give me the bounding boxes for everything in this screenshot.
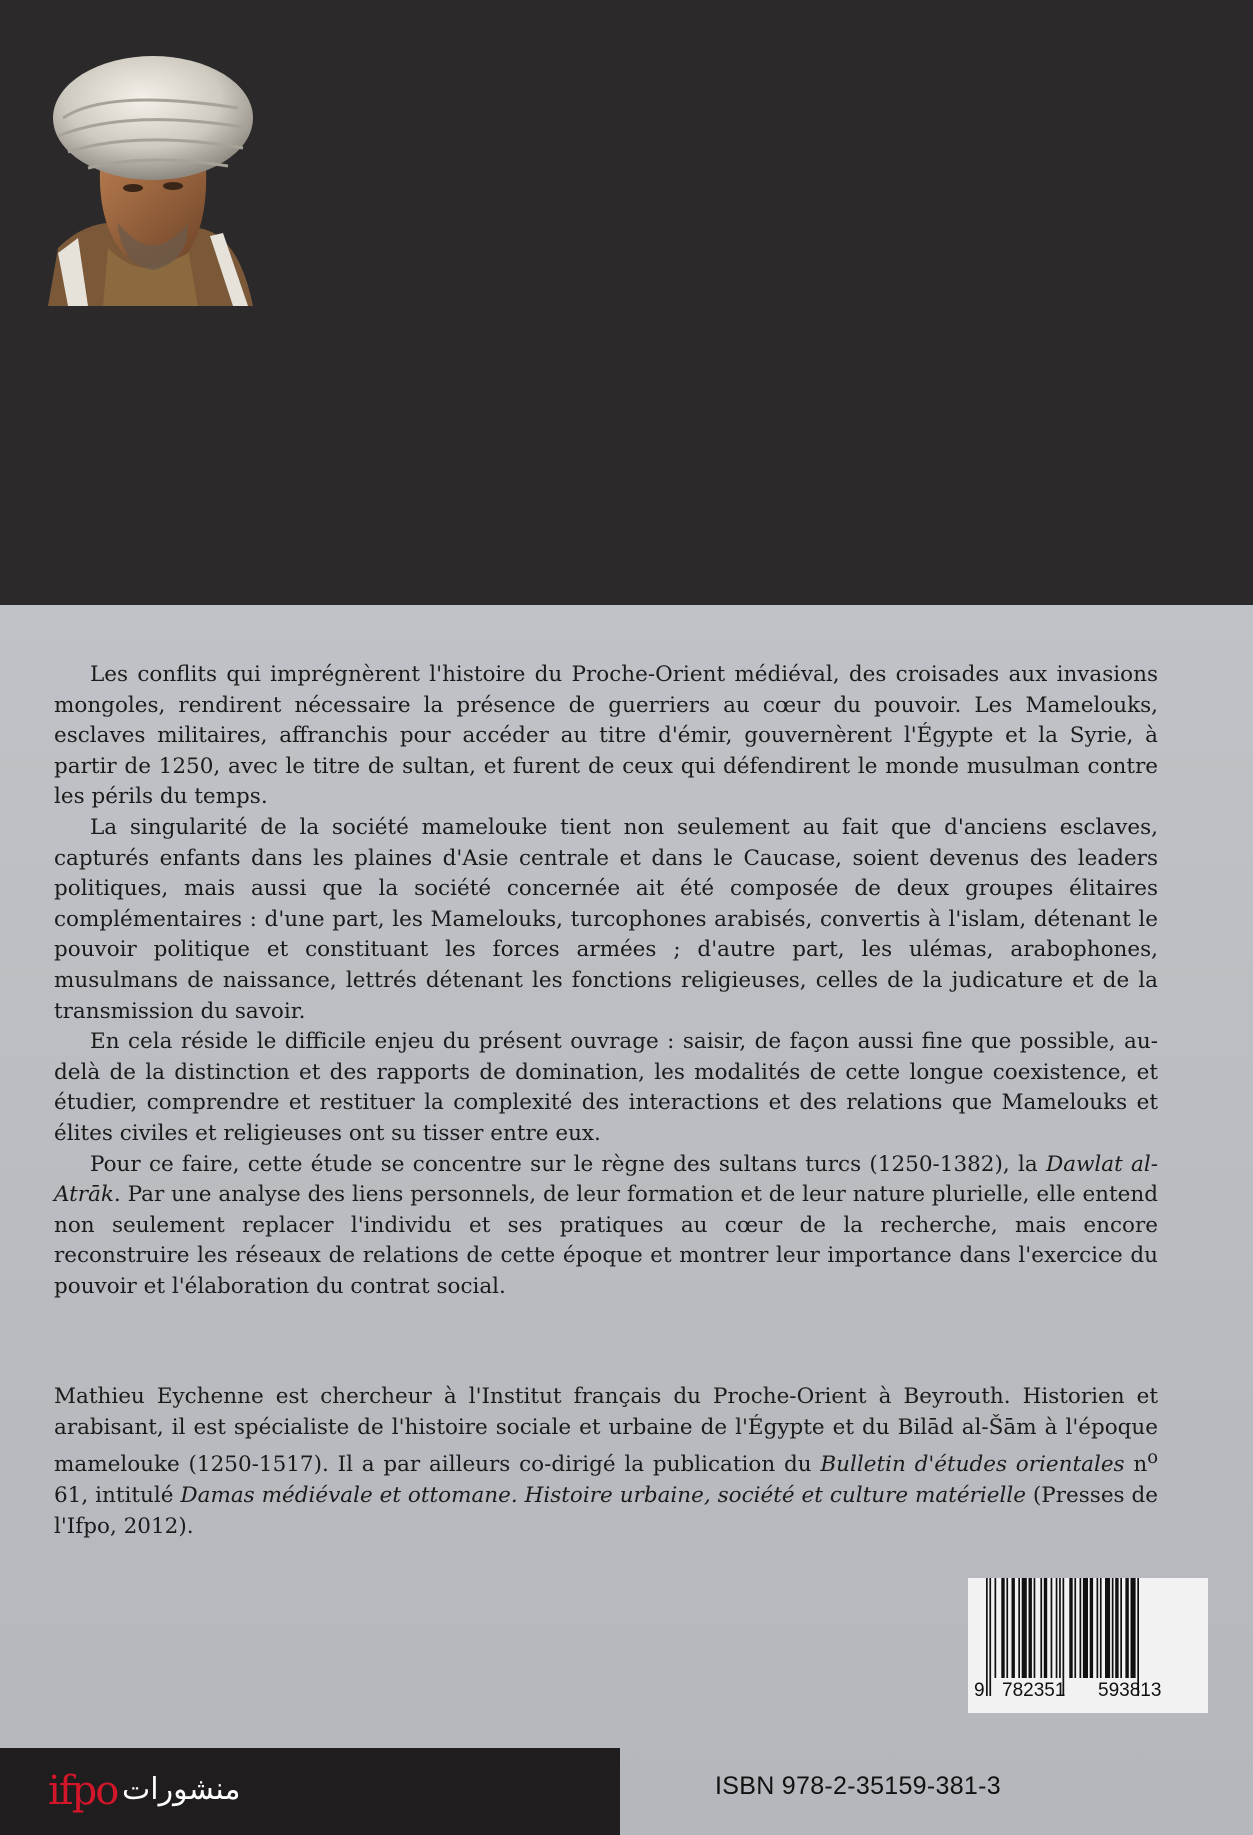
barcode-bar xyxy=(1120,1578,1122,1678)
cover-dark-panel xyxy=(0,0,1253,605)
dynasty-name: Dawlat al-Atrāk xyxy=(54,1151,1158,1208)
barcode-bar xyxy=(1105,1578,1110,1678)
barcode-bar xyxy=(1063,1578,1065,1696)
barcode-bar xyxy=(1029,1578,1032,1678)
barcode-bar xyxy=(1137,1578,1139,1696)
barcode-bar xyxy=(1074,1578,1076,1678)
barcode-first-digit: 9 xyxy=(974,1680,985,1701)
volume-title: Damas médiévale et ottomane. Histoire urbaine, société et culture matérielle xyxy=(180,1482,1026,1508)
barcode-bar xyxy=(1097,1578,1099,1678)
barcode-digits xyxy=(968,1680,1208,1708)
barcode-bar xyxy=(1018,1578,1020,1678)
barcode-bars xyxy=(986,1578,1191,1696)
barcode-bar xyxy=(1006,1578,1008,1678)
isbn-label: ISBN 978-2-35159-381-3 xyxy=(715,1772,1001,1800)
barcode-bar xyxy=(995,1578,997,1678)
issue-prefix: n xyxy=(1124,1452,1148,1478)
barcode-bar xyxy=(1115,1578,1118,1678)
summary-paragraph: En cela réside le difficile enjeu du présent ouvrage : saisir, de façon aussi fine que possible, au-delà de la distinction et des rapports de domination, les modalités de cette longue coexistence, et étudier, comprendre et restituer la complexité des interactions et des relations que Mamelouks et élites civiles et religieuses ont su tisser entre eux. xyxy=(54,1029,1158,1146)
barcode-bar xyxy=(1056,1578,1058,1678)
summary-paragraph: La singularité de la société mamelouke tient non seulement au fait que d'anciens esclaves, capturés enfants dans les plaines d'Asie centrale et dans le Caucase, soient devenus des leaders politiques, mais aussi que la société concernée ait été composée de deux groupes élitaires complémentaires : d'une part, les Mamelouks, turcophones arabisés, convertis à l'islam, détenant le pouvoir politique et constituant les forces armées ; d'autre part, les ulémas, arabophones, musulmans de naissance, lettrés détenant les fonctions religieuses, celles de la judicature et de la transmission du savoir. xyxy=(54,814,1158,1024)
publisher-arabic-label: منشورات xyxy=(122,1772,241,1807)
bio-text: (Presses de l'Ifpo, 2012). xyxy=(54,1482,1158,1539)
issue-sup: o xyxy=(1147,1447,1158,1469)
barcode-bar xyxy=(1044,1578,1047,1678)
barcode-bar xyxy=(1051,1578,1053,1678)
ifpo-logo: ifpo xyxy=(48,1768,118,1814)
barcode-bar xyxy=(1100,1578,1102,1678)
barcode-bar xyxy=(1131,1578,1136,1678)
summary-text: . Par une analyse des liens personnels, de leur formation et de leur nature plurielle, elle entend non seulement replacer l'individu et ses pratiques au cœur de la recherche, mais encore reconstruire les réseaux de relations de cette époque et montrer leur importance dans l'exercice du pouvoir et l'élaboration du contrat social. xyxy=(54,1182,1158,1299)
barcode-bar xyxy=(1083,1578,1088,1678)
barcode-digits-left: 782351 xyxy=(1002,1680,1066,1701)
bio-text: Mathieu Eychenne est chercheur à l'Institut français du Proche-Orient à Beyrouth. Historien et arabisant, il est spécialiste de l'histoire sociale et urbaine de l'Égypte et du Bilād al-Šām à l'époque mamelouke (1250-1517). Il a par ailleurs co-dirigé la publication du xyxy=(54,1384,1158,1478)
author-bio xyxy=(54,1382,1158,1542)
barcode-bar xyxy=(1012,1578,1015,1678)
summary-text: Pour ce faire, cette étude se concentre sur le règne des sultans turcs (1250-1382), la xyxy=(90,1151,1046,1177)
barcode-bar xyxy=(1034,1578,1036,1678)
barcode-bar xyxy=(1080,1578,1082,1678)
summary-paragraph: Les conflits qui imprégnèrent l'histoire du Proche-Orient médiéval, des croisades aux invasions mongoles, rendirent nécessaire la présence de guerriers au cœur du pouvoir. Les Mamelouks, esclaves militaires, affranchis pour accéder au titre d'émir, gouvernèrent l'Égypte et la Syrie, à partir de 1250, avec le titre de sultan, et furent de ceux qui défendirent le monde musulman contre les périls du temps. xyxy=(54,662,1158,810)
journal-title: Bulletin d'études orientales xyxy=(820,1452,1125,1478)
barcode-bar xyxy=(1069,1578,1072,1678)
barcode-bar xyxy=(986,1578,988,1696)
portrait-illustration xyxy=(48,48,268,306)
barcode-bar xyxy=(1059,1578,1061,1678)
barcode-bar xyxy=(1125,1578,1128,1678)
barcode-bar xyxy=(1001,1578,1004,1678)
barcode-bar xyxy=(989,1578,991,1696)
barcode-bar xyxy=(1022,1578,1027,1678)
barcode-bar xyxy=(1090,1578,1093,1678)
barcode-bar xyxy=(1040,1578,1042,1678)
summary-paragraph-last xyxy=(54,1150,1158,1303)
barcode-bar xyxy=(1112,1578,1114,1678)
barcode xyxy=(968,1578,1208,1713)
issue-number: 61, intitulé xyxy=(54,1482,181,1508)
book-summary xyxy=(54,660,1158,1302)
barcode-digits-right: 593813 xyxy=(1098,1680,1162,1701)
